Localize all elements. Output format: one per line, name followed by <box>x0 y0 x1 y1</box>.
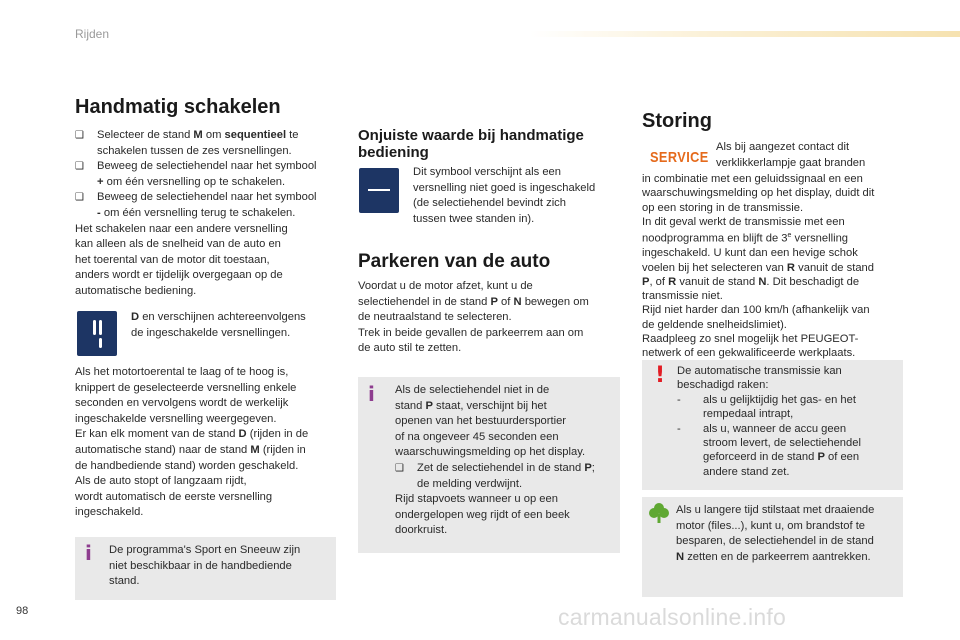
manual-shift-bullets: ❑ Selecteer de stand M om sequentieel te schakelen tussen de zes versnellingen. ❑ Beweeg de selectiehendel naar het symbool + om één versnelling op te schakelen. ❑ Beweeg de selectiehendel naar het symbool - om één versnelling terug te schakelen. Het schakelen naar een andere versnelling kan alleen als de snelheid van de auto en het toerental van de motor dit toestaan, anders wordt er tijdelijk overgegaan op de automatische bediening. <box>75 128 340 300</box>
incorrect-value-title: Onjuiste waarde bij handmatige bediening <box>358 127 584 162</box>
warning-exclamation-icon: ! <box>655 363 666 388</box>
eco-tip-box: Als u langere tijd stilstaat met draaiende motor (files...), kunt u, om brandstof te besparen, de selectiehendel in de stand N zetten en de parkeerrem aantrekken. <box>642 497 903 597</box>
info-icon: i <box>85 541 92 565</box>
failure-title: Storing <box>642 110 712 132</box>
watermark: carmanualsonline.info <box>558 604 786 630</box>
bullet-marker-icon: ❑ <box>75 130 84 141</box>
eco-tree-icon <box>649 502 669 524</box>
incorrect-value-text: Dit symbool verschijnt als een versnelling niet goed is ingeschakeld (de selectiehendel bevindt zich tussen twee standen in). <box>413 166 596 225</box>
gear-error-dash-icon <box>359 168 399 213</box>
bullet-marker-icon: ❑ <box>395 462 404 474</box>
section-header: Rijden <box>75 27 110 41</box>
info-icon: i <box>368 382 375 406</box>
manual-shift-title: Handmatig schakelen <box>75 96 281 118</box>
bullet-item: ❑ Beweeg de selectiehendel naar het symbool <box>75 190 340 206</box>
failure-intro: Als bij aangezet contact dit verklikkerlampje gaat branden <box>716 141 866 169</box>
gear-display-text: D en verschijnen achtereenvolgens de ingeschakelde versnellingen. <box>131 311 306 339</box>
service-warning-icon: SERVICE <box>650 149 709 166</box>
failure-text: in combinatie met een geluidssignaal en een waarschuwingsmelding op het display, duidt dit op een storing in de transmissie. In dit geval werkt de transmissie met een noodprogramma en blijft de 3e versnelling ingeschakeld. U kunt dan een hevige schok voelen bij het selecteren van R vanuit de stand P, of R vanuit de stand N. Dit beschadigt de transmissie niet. Rijd niet harder dan 100 km/h (afhankelijk van de geldende snelheidslimiet). Raadpleeg zo snel mogelijk het PEUGEOT- netwerk of een gekwalificeerde werkplaats. <box>642 173 875 360</box>
bullet-marker-icon: ❑ <box>75 161 84 173</box>
gear-display-icon <box>77 311 117 356</box>
manual-shift-body: Als het motortoerental te laag of te hoog is, knippert de geselecteerde versnelling enkele seconden en vervolgens wordt de werkelijk ingeschakelde versnelling weergegeven. Er kan elk moment van de stand D (rijden in de automatische stand) naar de stand M (rijden in de handbediende stand) worden geschakeld. Als de auto stopt of langzaam rijdt, wordt automatisch de eerste versnelling ingeschakeld. <box>75 366 309 519</box>
info-note-box: i De programma's Sport en Sneeuw zijn niet beschikbaar in de handbediende stand. <box>75 537 336 600</box>
parking-text: Voordat u de motor afzet, kunt u de selectiehendel in de stand P of N bewegen om de neutraalstand te selecteren. Trek in beide gevallen de parkeerrem aan om de auto stil te zetten. <box>358 280 589 355</box>
bullet-marker-icon: ❑ <box>75 192 84 204</box>
parking-title: Parkeren van de auto <box>358 251 551 272</box>
bullet-item: ❑ Beweeg de selectiehendel naar het symbool <box>75 159 340 175</box>
bullet-item: ❑ Selecteer de stand M om sequentieel te <box>75 128 340 144</box>
page-number: 98 <box>16 605 29 617</box>
parking-info-box: i Als de selectiehendel niet in de stand P staat, verschijnt bij het openen van het bestuurdersportier of na ongeveer 45 seconden een waarschuwingsmelding op het display. ❑ Zet de selectiehendel in de stand P; de melding verdwijnt. Rijd stapvoets wanneer u op een ondergelopen weg rijdt of een beek doorkruist. <box>358 377 620 553</box>
header-decoration-bar <box>530 31 960 37</box>
warning-box: ! De automatische transmissie kan beschadigd raken: - als u gelijktijdig het gas- en het rempedaal intrapt, - als u, wanneer de accu geen stroom levert, de selectiehendel geforceerd in de stand P of een andere stand zet. <box>642 360 903 490</box>
